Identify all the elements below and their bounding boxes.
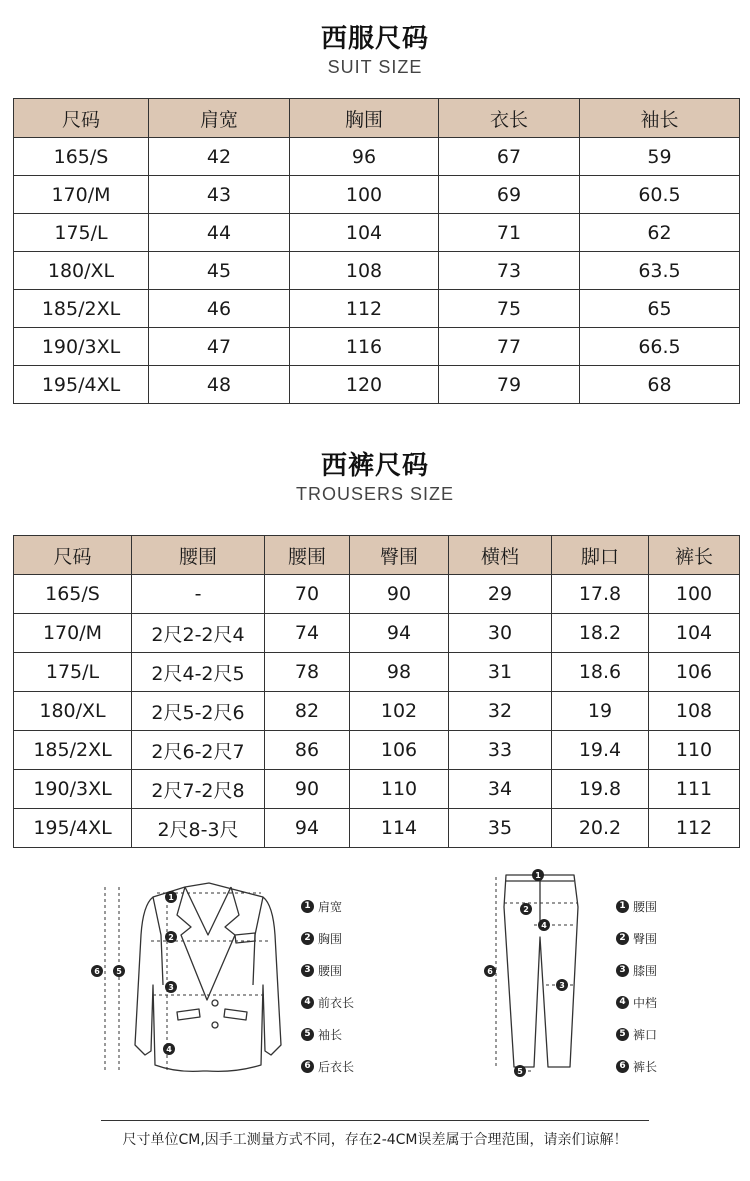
header-cell: 尺码: [14, 536, 132, 575]
table-cell: 112: [290, 290, 439, 328]
table-cell: 100: [290, 176, 439, 214]
suit-subtitle: SUIT SIZE: [327, 57, 423, 77]
marker-3: 3: [168, 983, 174, 992]
table-cell: 69: [439, 176, 580, 214]
table-cell: 104: [649, 614, 740, 653]
legend-item: 6 裤长: [616, 1058, 657, 1075]
table-cell: 2尺5-2尺6: [132, 692, 265, 731]
trousers-header-row: [14, 536, 740, 575]
trousers-diagram: [478, 867, 598, 1082]
table-cell: 116: [290, 328, 439, 366]
table-cell: 111: [649, 770, 740, 809]
table-cell: 67: [439, 138, 580, 176]
legend-item: 2 胸围: [301, 930, 342, 947]
table-row: [14, 614, 740, 653]
table-cell: 106: [649, 653, 740, 692]
legend-item: 3 膝围: [616, 962, 657, 979]
table-row: [14, 176, 740, 214]
table-cell: 120: [290, 366, 439, 404]
table-cell: 96: [290, 138, 439, 176]
size-cell: 180/XL: [14, 692, 132, 731]
table-cell: 2尺4-2尺5: [132, 653, 265, 692]
marker-3: 3: [559, 981, 565, 990]
jacket-lapels: [177, 887, 239, 1000]
size-cell: 190/3XL: [14, 328, 149, 366]
jacket-outline: [135, 883, 281, 1071]
table-cell: 77: [439, 328, 580, 366]
marker-6: 6: [94, 967, 100, 976]
marker-5: 5: [517, 1067, 523, 1076]
marker-2: 2: [523, 905, 529, 914]
table-cell: 110: [649, 731, 740, 770]
table-cell: 45: [149, 252, 290, 290]
header-cell: 衣长: [439, 99, 580, 138]
table-cell: 30: [449, 614, 552, 653]
table-cell: 106: [350, 731, 449, 770]
table-cell: 32: [449, 692, 552, 731]
legend-item: 4 中档: [616, 994, 657, 1011]
table-cell: 79: [439, 366, 580, 404]
table-cell: 75: [439, 290, 580, 328]
table-cell: 62: [580, 214, 740, 252]
table-row: [14, 214, 740, 252]
table-cell: 66.5: [580, 328, 740, 366]
jacket-collar: [185, 887, 231, 935]
table-cell: 90: [350, 575, 449, 614]
table-cell: 48: [149, 366, 290, 404]
legend-item: 2 臀围: [616, 930, 657, 947]
marker-2: 2: [168, 933, 174, 942]
header-cell: 腰围: [265, 536, 350, 575]
legend-item: 5 裤口: [616, 1026, 657, 1043]
table-cell: 108: [649, 692, 740, 731]
header-cell: 臀围: [350, 536, 449, 575]
button-top: [212, 1000, 218, 1006]
table-cell: 78: [265, 653, 350, 692]
size-cell: 190/3XL: [14, 770, 132, 809]
legend-item: 5 袖长: [301, 1026, 342, 1043]
table-cell: 29: [449, 575, 552, 614]
table-cell: 90: [265, 770, 350, 809]
size-cell: 175/L: [14, 214, 149, 252]
table-cell: 94: [350, 614, 449, 653]
marker-6: 6: [487, 967, 493, 976]
table-row: [14, 731, 740, 770]
table-cell: 17.8: [552, 575, 649, 614]
table-cell: 98: [350, 653, 449, 692]
table-cell: 2尺6-2尺7: [132, 731, 265, 770]
table-cell: 70: [265, 575, 350, 614]
header-cell: 尺码: [14, 99, 149, 138]
table-cell: 94: [265, 809, 350, 848]
suit-jacket-diagram: [85, 875, 295, 1085]
table-cell: 65: [580, 290, 740, 328]
suit-size-table: [13, 98, 740, 404]
table-cell: 108: [290, 252, 439, 290]
table-row: [14, 692, 740, 731]
measurement-note: 尺寸单位CM,因手工测量方式不同，存在2-4CM误差属于合理范围，请亲们谅解！: [122, 1132, 628, 1148]
trousers-size-table: [13, 535, 740, 848]
header-cell: 袖长: [580, 99, 740, 138]
table-cell: 100: [649, 575, 740, 614]
header-cell: 裤长: [649, 536, 740, 575]
right-pocket: [224, 1009, 247, 1020]
table-cell: 60.5: [580, 176, 740, 214]
table-row: [14, 328, 740, 366]
trousers-title: 西裤尺码: [320, 451, 429, 481]
size-cell: 195/4XL: [14, 366, 149, 404]
table-cell: 19: [552, 692, 649, 731]
table-cell: 31: [449, 653, 552, 692]
table-row: [14, 138, 740, 176]
size-cell: 170/M: [14, 614, 132, 653]
table-cell: 74: [265, 614, 350, 653]
size-cell: 165/S: [14, 138, 149, 176]
table-cell: 2尺7-2尺8: [132, 770, 265, 809]
table-cell: 73: [439, 252, 580, 290]
table-row: [14, 366, 740, 404]
table-cell: 110: [350, 770, 449, 809]
size-cell: 170/M: [14, 176, 149, 214]
table-cell: 104: [290, 214, 439, 252]
legend-item: 1 肩宽: [301, 898, 342, 915]
note-divider: [101, 1120, 649, 1121]
table-cell: 43: [149, 176, 290, 214]
table-cell: 44: [149, 214, 290, 252]
table-cell: 82: [265, 692, 350, 731]
table-row: [14, 653, 740, 692]
trousers-outline: [504, 875, 578, 1067]
table-row: [14, 770, 740, 809]
header-cell: 胸围: [290, 99, 439, 138]
table-cell: -: [132, 575, 265, 614]
legend-item: 4 前衣长: [301, 994, 354, 1011]
table-cell: 42: [149, 138, 290, 176]
legend-item: 6 后衣长: [301, 1058, 354, 1075]
size-cell: 195/4XL: [14, 809, 132, 848]
size-cell: 185/2XL: [14, 290, 149, 328]
marker-5: 5: [116, 967, 122, 976]
header-cell: 横档: [449, 536, 552, 575]
table-cell: 112: [649, 809, 740, 848]
size-cell: 175/L: [14, 653, 132, 692]
size-cell: 180/XL: [14, 252, 149, 290]
table-cell: 59: [580, 138, 740, 176]
table-cell: 34: [449, 770, 552, 809]
left-pocket: [177, 1009, 200, 1020]
legend-item: 1 腰围: [616, 898, 657, 915]
table-cell: 19.4: [552, 731, 649, 770]
table-cell: 46: [149, 290, 290, 328]
table-row: [14, 252, 740, 290]
table-cell: 114: [350, 809, 449, 848]
size-cell: 165/S: [14, 575, 132, 614]
table-cell: 19.8: [552, 770, 649, 809]
suit-title: 西服尺码: [320, 24, 429, 54]
suit-header-row: [14, 99, 740, 138]
marker-1: 1: [535, 871, 541, 880]
trousers-subtitle: TROUSERS SIZE: [295, 484, 455, 504]
button-bottom: [212, 1022, 218, 1028]
header-cell: 腰围: [132, 536, 265, 575]
table-cell: 68: [580, 366, 740, 404]
table-cell: 47: [149, 328, 290, 366]
marker-4: 4: [541, 921, 547, 930]
size-cell: 185/2XL: [14, 731, 132, 770]
table-row: [14, 290, 740, 328]
table-cell: 20.2: [552, 809, 649, 848]
table-cell: 71: [439, 214, 580, 252]
header-cell: 肩宽: [149, 99, 290, 138]
table-cell: 18.2: [552, 614, 649, 653]
table-cell: 35: [449, 809, 552, 848]
header-cell: 脚口: [552, 536, 649, 575]
table-cell: 63.5: [580, 252, 740, 290]
marker-4: 4: [166, 1045, 172, 1054]
legend-item: 3 腰围: [301, 962, 342, 979]
table-cell: 86: [265, 731, 350, 770]
table-row: [14, 809, 740, 848]
marker-1: 1: [168, 893, 174, 902]
table-cell: 2尺2-2尺4: [132, 614, 265, 653]
table-cell: 18.6: [552, 653, 649, 692]
table-cell: 102: [350, 692, 449, 731]
table-cell: 33: [449, 731, 552, 770]
table-cell: 2尺8-3尺: [132, 809, 265, 848]
table-row: [14, 575, 740, 614]
